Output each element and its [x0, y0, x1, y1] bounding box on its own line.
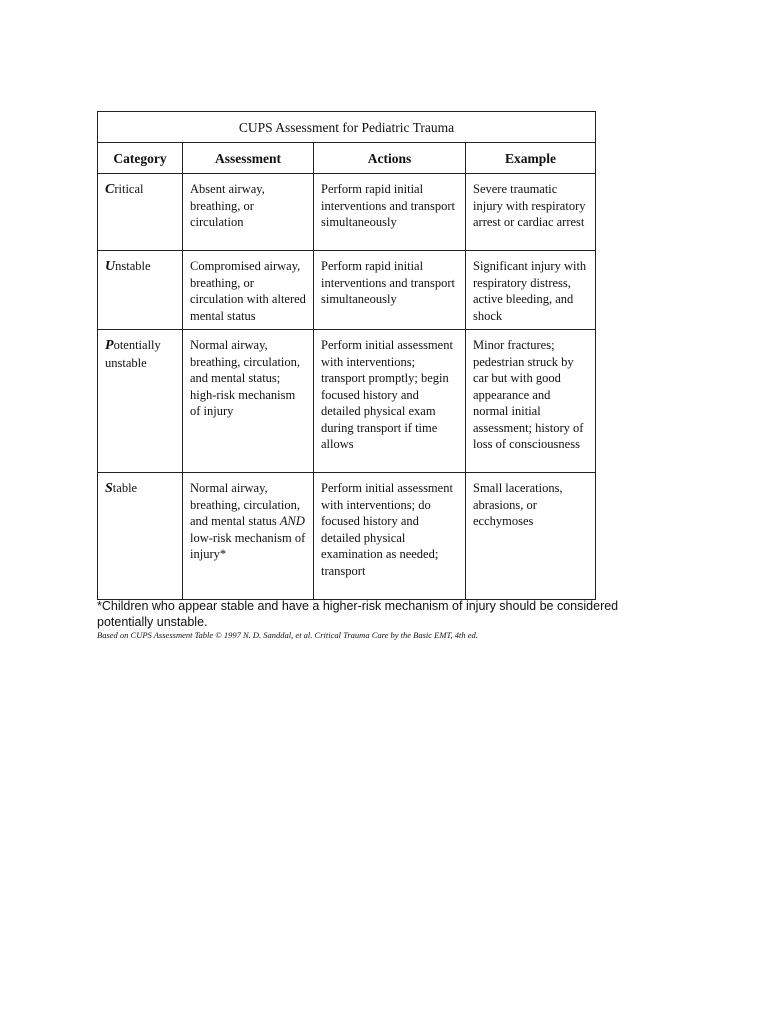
category-initial: S: [105, 481, 113, 496]
assessment-cell: [183, 473, 314, 600]
category-rest: table: [112, 481, 138, 495]
assessment-text-before: Normal airway, breathing, circulation, and mental status: [190, 481, 301, 528]
assessment-cell: Absent airway, breathing, or circulation: [183, 174, 314, 251]
table-footnote: *Children who appear stable and have a higher-risk mechanism of injury should be considered potentially unstable.: [97, 599, 619, 629]
table-row: [98, 330, 596, 473]
assessment-emphasis: AND: [279, 514, 305, 528]
example-cell: Severe traumatic injury with respiratory arrest or cardiac arrest: [466, 174, 596, 251]
source-citation: Based on CUPS Assessment Table © 1997 N. D. Sanddal, et al. Critical Trauma Care by the Basic EMT, 4th ed.: [97, 630, 478, 640]
category-initial: C: [105, 182, 115, 197]
assessment-cell: Normal airway, breathing, circulation, and mental status; high-risk mechanism of injury: [183, 330, 314, 473]
actions-cell: Perform initial assessment with interventions; transport promptly; begin focused history and detailed physical exam during transport if time allows: [314, 330, 466, 473]
category-cell: [98, 473, 183, 600]
header-example: Example: [466, 142, 596, 174]
cups-assessment-table: [97, 111, 596, 600]
actions-cell: Perform initial assessment with interventions; do focused history and detailed physical examination as needed; transport: [314, 473, 466, 600]
category-rest: ritical: [114, 182, 144, 196]
assessment-text-after: low-risk mechanism of injury*: [190, 530, 306, 561]
category-initial: U: [105, 259, 116, 274]
actions-cell: Perform rapid initial interventions and transport simultaneously: [314, 174, 466, 251]
category-rest: otentially unstable: [105, 338, 161, 370]
example-cell: Minor fractures; pedestrian struck by car but with good appearance and normal initial assessment; history of loss of consciousness: [466, 330, 596, 473]
table-row: [98, 174, 596, 251]
category-rest: nstable: [115, 259, 151, 273]
table-row: [98, 251, 596, 330]
category-initial: P: [105, 338, 114, 353]
example-cell: Small lacerations, abrasions, or ecchymoses: [466, 473, 596, 600]
category-cell: [98, 251, 183, 330]
actions-cell: Perform rapid initial interventions and transport simultaneously: [314, 251, 466, 330]
table-row: [98, 473, 596, 600]
header-actions: Actions: [314, 142, 466, 174]
table-title-row: [98, 112, 596, 143]
table-header-row: [98, 142, 596, 174]
table-title: CUPS Assessment for Pediatric Trauma: [98, 112, 596, 143]
header-assessment: Assessment: [183, 142, 314, 174]
category-cell: [98, 330, 183, 473]
cups-assessment-table-container: [97, 111, 595, 600]
example-cell: Significant injury with respiratory distress, active bleeding, and shock: [466, 251, 596, 330]
assessment-cell: Compromised airway, breathing, or circulation with altered mental status: [183, 251, 314, 330]
header-category: Category: [98, 142, 183, 174]
category-cell: [98, 174, 183, 251]
